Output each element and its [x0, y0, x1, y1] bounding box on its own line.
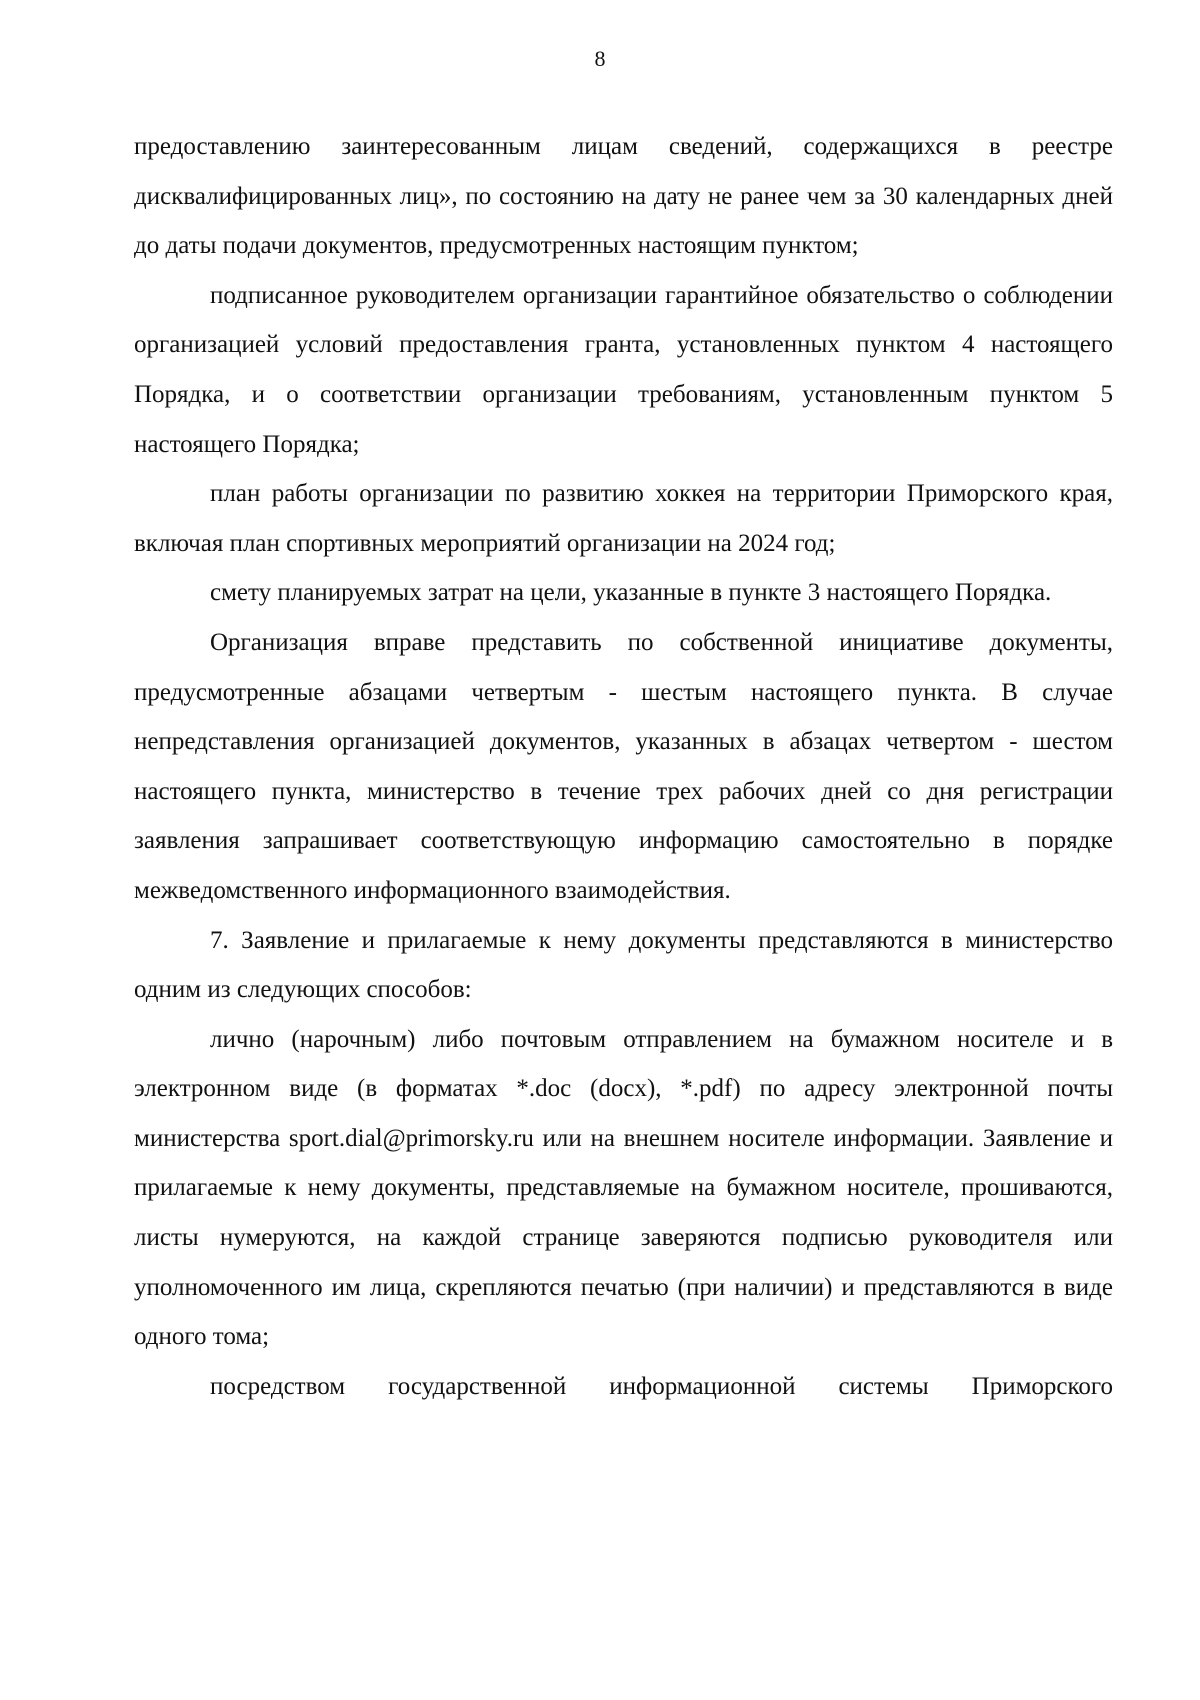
paragraph-guarantee-obligation: подписанное руководителем организации гарантийное обязательство о соблюдении организацией условий предоставления гранта, установленных пунктом 4 настоящего Порядка, и о соответствии организации требованиям, установленным пунктом 5 настоящего Порядка;	[134, 281, 1113, 458]
page-number: 8	[594, 46, 606, 71]
paragraph-cost-estimate: смету планируемых затрат на цели, указанные в пункте 3 настоящего Порядка.	[210, 579, 1052, 607]
paragraph-work-plan: план работы организации по развитию хоккея на территории Приморского края, включая план спортивных мероприятий организации на 2024 год;	[134, 480, 1113, 557]
paragraph-own-initiative: Организация вправе представить по собственной инициативе документы, предусмотренные абзацами четвертым - шестым настоящего пункта. В случае непредставления организацией документов, указанных в абзацах четвертом - шестом настоящего пункта, министерство в течение трех рабочих дней со дня регистрации заявления запрашивает соответствующую информацию самостоятельно в порядке межведомственного информационного взаимодействия.	[134, 628, 1113, 904]
paragraph-registry-info: предоставлению заинтересованным лицам сведений, содержащихся в реестре дисквалифицированных лиц», по состоянию на дату не ранее чем за 30 календарных дней до даты подачи документов, предусмотренных настоящим пунктом;	[134, 133, 1113, 260]
paragraph-in-person-submission: лично (нарочным) либо почтовым отправлением на бумажном носителе и в электронном виде (в форматах *.doc (docx), *.pdf) по адресу электронной почты министерства sport.dial@primorsky.ru или на внешнем носителе информации. Заявление и прилагаемые к нему документы, представляемые на бумажном носителе, прошиваются, листы нумеруются, на каждой странице заверяются подписью руководителя или уполномоченного им лица, скрепляются печатью (при наличии) и представляются в виде одного тома;	[134, 1025, 1113, 1351]
document-body	[134, 122, 1113, 1411]
paragraph-clause-7: 7. Заявление и прилагаемые к нему документы представляются в министерство одним из следующих способов:	[134, 926, 1113, 1004]
paragraph-state-info-system: посредством государственной информационной системы Приморского	[210, 1372, 1113, 1400]
